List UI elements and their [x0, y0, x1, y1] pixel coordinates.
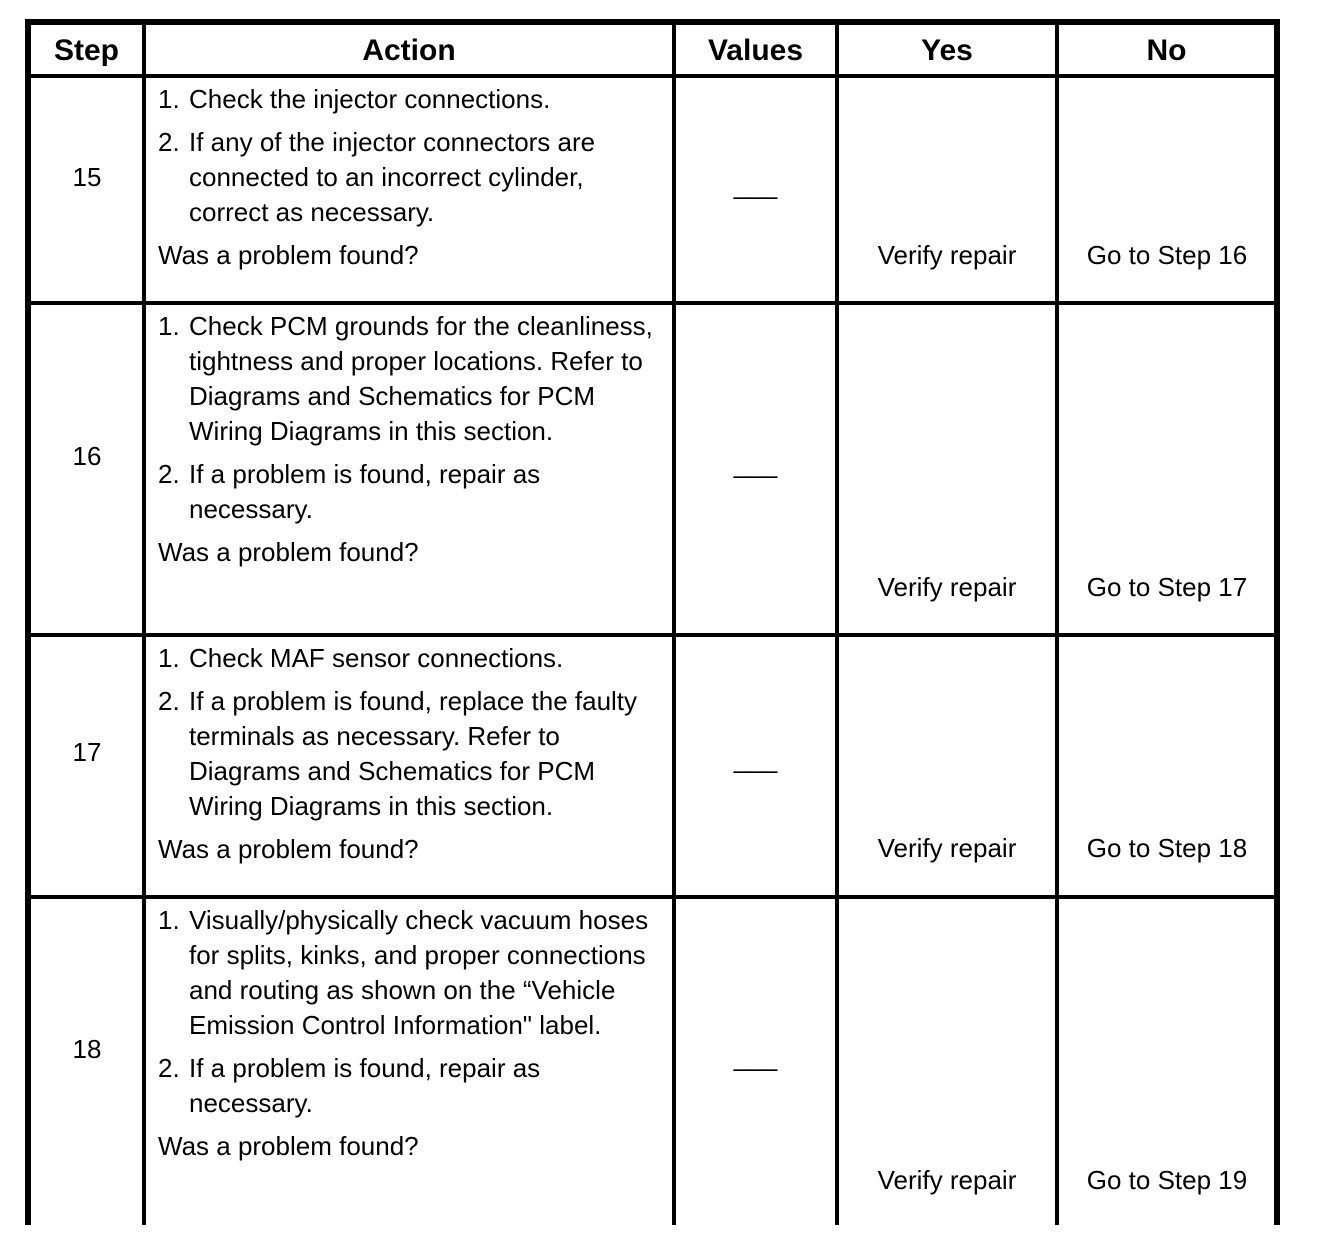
- question-text: Was a problem found?: [158, 1131, 419, 1161]
- no-outcome: Go to Step 17: [1086, 572, 1248, 602]
- action-item: [158, 903, 670, 1043]
- yes-outcome: Verify repair: [877, 240, 1017, 270]
- item-text: If a problem is found, replace the faulty terminals as necessary. Refer to Diagrams and Schematics for PCM Wiring Diagrams in this section.: [189, 686, 638, 821]
- step-number: 17: [72, 737, 102, 767]
- header-action: Action: [362, 34, 456, 67]
- item-number: 1.: [158, 84, 180, 114]
- action-item: [158, 82, 670, 117]
- question-text: Was a problem found?: [158, 537, 419, 567]
- no-outcome: Go to Step 18: [1086, 833, 1248, 863]
- no-outcome: Go to Step 16: [1086, 240, 1248, 270]
- table-right-border: [1274, 19, 1280, 1225]
- action-cell: [158, 309, 670, 570]
- item-number: 2.: [158, 686, 180, 716]
- item-text: If any of the injector connectors are connected to an incorrect cylinder, correct as necessary.: [189, 127, 596, 227]
- header-values: Values: [707, 34, 804, 67]
- action-cell: [158, 641, 670, 867]
- header-yes: Yes: [921, 34, 973, 67]
- action-item: [158, 457, 670, 527]
- item-number: 2.: [158, 459, 180, 489]
- item-number: 1.: [158, 311, 180, 341]
- action-item: [158, 125, 670, 230]
- action-item: [158, 309, 670, 449]
- item-number: 1.: [158, 643, 180, 673]
- value-cell: ___: [733, 170, 778, 200]
- column-divider: [672, 19, 676, 1225]
- action-cell: [158, 903, 670, 1164]
- yes-outcome: Verify repair: [877, 833, 1017, 863]
- row-divider: [25, 633, 1280, 637]
- question-text: Was a problem found?: [158, 834, 419, 864]
- step-number: 15: [72, 162, 102, 192]
- header-no: No: [1146, 34, 1187, 67]
- item-text: Check PCM grounds for the cleanliness, tightness and proper locations. Refer to Diagrams and Schematics for PCM Wiring Diagrams in this section.: [189, 311, 653, 446]
- row-divider: [25, 895, 1280, 899]
- column-divider: [835, 19, 839, 1225]
- question-text: Was a problem found?: [158, 240, 419, 270]
- action-item: [158, 641, 670, 676]
- item-text: Visually/physically check vacuum hoses for splits, kinks, and proper connections and routing as shown on the “Vehicle Emission Control Information" label.: [189, 905, 649, 1040]
- row-divider: [25, 301, 1280, 305]
- item-number: 1.: [158, 905, 180, 935]
- action-item: [158, 1051, 670, 1121]
- column-divider: [1055, 19, 1059, 1225]
- header-step: Step: [53, 34, 119, 67]
- action-item: [158, 684, 670, 824]
- yes-outcome: Verify repair: [877, 572, 1017, 602]
- item-text: Check MAF sensor connections.: [189, 643, 564, 673]
- action-cell: [158, 82, 670, 273]
- value-cell: ___: [733, 449, 778, 479]
- item-number: 2.: [158, 127, 180, 157]
- item-number: 2.: [158, 1053, 180, 1083]
- step-number: 16: [72, 441, 102, 471]
- value-cell: ___: [733, 1042, 778, 1072]
- item-text: Check the injector connections.: [189, 84, 551, 114]
- value-cell: ___: [733, 744, 778, 774]
- item-text: If a problem is found, repair as necessary.: [189, 459, 541, 524]
- no-outcome: Go to Step 19: [1086, 1165, 1248, 1195]
- yes-outcome: Verify repair: [877, 1165, 1017, 1195]
- item-text: If a problem is found, repair as necessary.: [189, 1053, 541, 1118]
- step-number: 18: [72, 1034, 102, 1064]
